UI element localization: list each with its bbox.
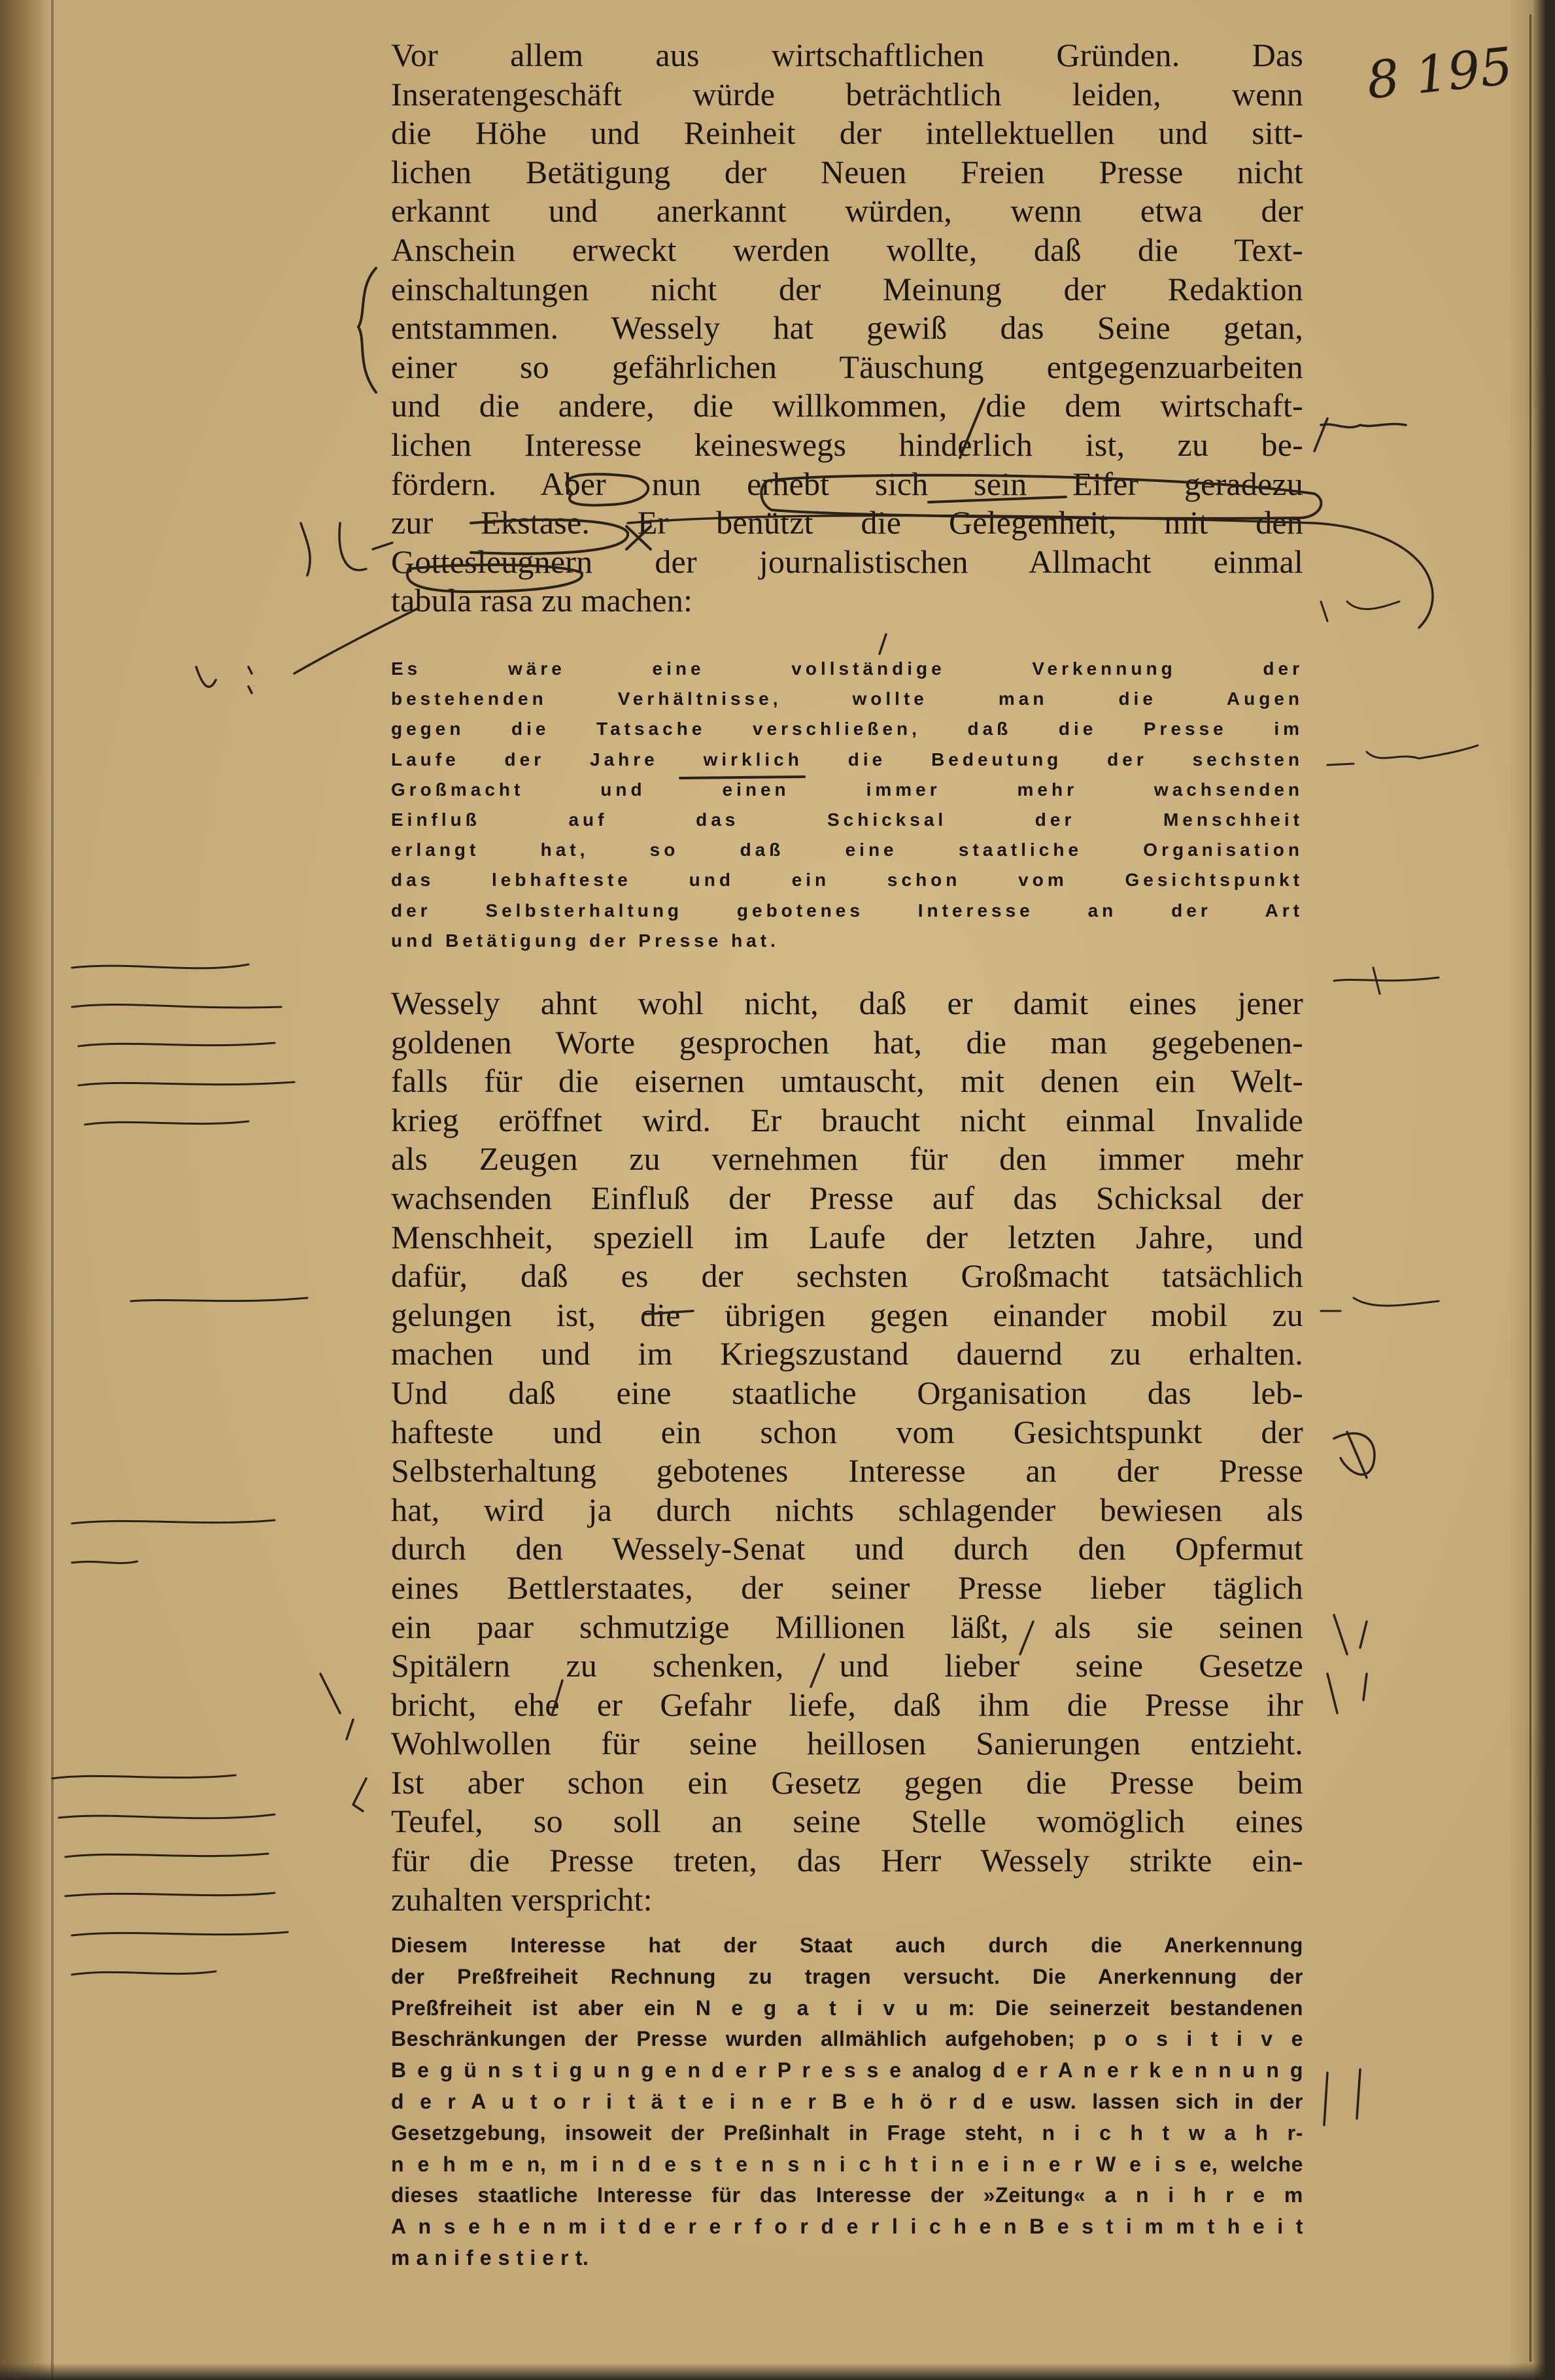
page-edge (1533, 0, 1555, 2380)
gutter-line (51, 0, 54, 2380)
margin-mark-l4 (196, 667, 252, 693)
margin-mark-1 (1314, 418, 1406, 451)
text-line: der Preßfreiheit Rechnung zu tragen versucht. Die Anerkennung der (391, 1964, 1303, 1988)
text-line: erkannt und anerkannt würden, wenn etwa der (391, 192, 1303, 230)
margin-mark-r6 (1327, 1674, 1367, 1713)
marginalia-block-3 (52, 1775, 288, 1975)
text-line: n e h m e n, m i n d e s t e n s n i c h t i n e i n e r W e i s e, welche (391, 2152, 1303, 2176)
text-line: als Zeugen zu vernehmen für den immer mehr (391, 1140, 1303, 1178)
text-line: einer so gefährlichen Täuschung entgegenzuarbeiten (391, 348, 1303, 385)
text-line: dieses staatliche Interesse für das Interesse der »Zeitung« a n i h r e m (391, 2183, 1303, 2207)
text-line: Großmacht und einen immer mehr wachsenden (391, 779, 1303, 800)
text-line: Selbsterhaltung gebotenes Interesse an der Presse (391, 1452, 1303, 1489)
text-line: Menschheit, speziell im Laufe der letzten Jahre, und (391, 1218, 1303, 1255)
text-line: zuhalten verspricht: (391, 1880, 653, 1918)
text-line: eines Bettlerstaates, der seiner Presse lieber täglich (391, 1569, 1303, 1606)
margin-mark-r4 (1334, 1432, 1375, 1478)
text-line: lichen Interesse keineswegs hinderlich ist, zu be- (391, 426, 1303, 463)
block-quote-1 (391, 654, 1303, 956)
text-line: gegen die Tatsache verschließen, daß die Presse im (391, 719, 1303, 740)
text-line: Teufel, so soll an seine Stelle womöglich eines (391, 1803, 1303, 1840)
text-line: lichen Betätigung der Neuen Freien Presse nicht (391, 153, 1303, 190)
margin-mark-l2 (353, 1778, 366, 1811)
slash-1 (880, 634, 886, 654)
margin-mark-r1 (1327, 745, 1478, 765)
text-line: wachsenden Einfluß der Presse auf das Schicksal der (391, 1179, 1303, 1216)
text-line: für die Presse treten, das Herr Wessely strikte ein- (391, 1842, 1303, 1879)
text-line: tabula rasa zu machen: (391, 582, 693, 619)
marginalia-line-1 (131, 1298, 307, 1301)
text-line: Ist aber schon ein Gesetz gegen die Presse beim (391, 1763, 1303, 1801)
margin-mark-r2 (1334, 968, 1439, 994)
text-line: bestehenden Verhältnisse, wollte man die Augen (391, 688, 1303, 709)
text-line: Gesetzgebung, insoweit der Preßinhalt in Frage steht, n i c h t w a h r- (391, 2120, 1303, 2145)
margin-mark-l1 (320, 1674, 353, 1739)
text-line: einschaltungen nicht der Meinung der Redaktion (391, 270, 1303, 307)
text-line: Wohlwollen für seine heillosen Sanierungen entzieht. (391, 1725, 1303, 1762)
margin-mark-r7 (1324, 2069, 1360, 2125)
text-line: Anschein erweckt werden wollte, daß die Text- (391, 231, 1303, 268)
text-line: Und daß eine staatliche Organisation das leb- (391, 1374, 1303, 1411)
text-line: erlangt hat, so daß eine staatliche Organisation (391, 840, 1303, 860)
text-line: und Betätigung der Presse hat. (391, 930, 779, 951)
text-line: Spitälern zu schenken, und lieber seine Gesetze (391, 1647, 1303, 1684)
text-line: goldenen Worte gesprochen hat, die man gegebenen- (391, 1023, 1303, 1061)
text-line: m a n i f e s t i e r t. (391, 2245, 589, 2270)
text-line: fördern. Aber nun erhebt sich sein Eifer geradezu (391, 465, 1303, 502)
text-line: A n s e h e n m i t d e r e r f o r d e r l i c h e n B e s t i m m t h e i t (391, 2215, 1303, 2239)
text-line: Vor allem aus wirtschaftlichen Gründen. Das (391, 37, 1303, 73)
text-line: Einfluß auf das Schicksal der Menschheit (391, 809, 1303, 830)
text-line: Laufe der Jahre wirklich die Bedeutung der sechsten (391, 749, 1303, 770)
text-line: das lebhafteste und ein schon vom Gesichtspunkt (391, 870, 1303, 891)
paragraph-1 (391, 36, 1303, 620)
text-line: Diesem Interesse hat der Staat auch durch die Anerkennung (391, 1933, 1303, 1957)
text-line: Preßfreiheit ist aber ein N e g a t i v u m: Die seinerzeit bestandenen (391, 1996, 1303, 2020)
text-line: hafteste und ein schon vom Gesichtspunkt der (391, 1413, 1303, 1450)
marginalia-block-2 (72, 1520, 275, 1563)
margin-brace-left (358, 268, 376, 392)
text-line: machen und im Kriegszustand dauernd zu erhalten. (391, 1335, 1303, 1372)
text-line: Es wäre eine vollständige Verkennung der (391, 658, 1303, 679)
text-line: ein paar schmutzige Millionen läßt, als sie seinen (391, 1608, 1303, 1645)
block-quote-2 (391, 1930, 1303, 2274)
margin-mark-l3 (301, 523, 392, 575)
text-line: falls für die eisernen umtauscht, mit denen ein Welt- (391, 1062, 1303, 1100)
margin-mark-r5 (1334, 1615, 1367, 1654)
folio-number: 8 195 (1363, 37, 1516, 111)
marginalia-block-1 (72, 964, 294, 1125)
text-line: durch den Wessely-Senat und durch den Opfermut (391, 1530, 1303, 1567)
text-line: Beschränkungen der Presse wurden allmählich aufgehoben; p o s i t i v e (391, 2027, 1303, 2051)
text-line: Wessely ahnt wohl nicht, daß er damit eines jener (391, 985, 1303, 1021)
text-line: zur Ekstase. Er benützt die Gelegenheit, mit den (391, 504, 1303, 541)
text-line: bricht, ehe er Gefahr liefe, daß ihm die Presse ihr (391, 1686, 1303, 1723)
page-bottom-edge (0, 2363, 1555, 2380)
page-border (1529, 14, 1531, 2362)
paragraph-3 (391, 984, 1303, 1919)
margin-mark-r8 (1321, 602, 1399, 621)
text-line: Inseratengeschäft würde beträchtlich leiden, wenn (391, 75, 1303, 112)
text-line: B e g ü n s t i g u n g e n d e r P r e s s e analog d e r A n e r k e n n u n g (391, 2058, 1303, 2082)
text-line: dafür, daß es der sechsten Großmacht tatsächlich (391, 1257, 1303, 1295)
binding-shadow (0, 0, 51, 2380)
margin-mark-r3 (1321, 1298, 1439, 1311)
text-line: und die andere, die willkommen, die dem wirtschaft- (391, 387, 1303, 424)
text-line: d e r A u t o r i t ä t e i n e r B e h ö r d e usw. lassen sich in der (391, 2089, 1303, 2113)
text-line: entstammen. Wessely hat gewiß das Seine getan, (391, 309, 1303, 347)
text-line: hat, wird ja durch nichts schlagender bewiesen als (391, 1491, 1303, 1528)
text-line: gelungen ist, die übrigen gegen einander mobil zu (391, 1296, 1303, 1333)
text-line: Gottesleugnern der journalistischen Allmacht einmal (391, 543, 1303, 580)
text-line: der Selbsterhaltung gebotenes Interesse an der Art (391, 900, 1303, 921)
text-line: die Höhe und Reinheit der intellektuellen und sitt- (391, 114, 1303, 152)
text-line: krieg eröffnet wird. Er braucht nicht einmal Invalide (391, 1101, 1303, 1138)
